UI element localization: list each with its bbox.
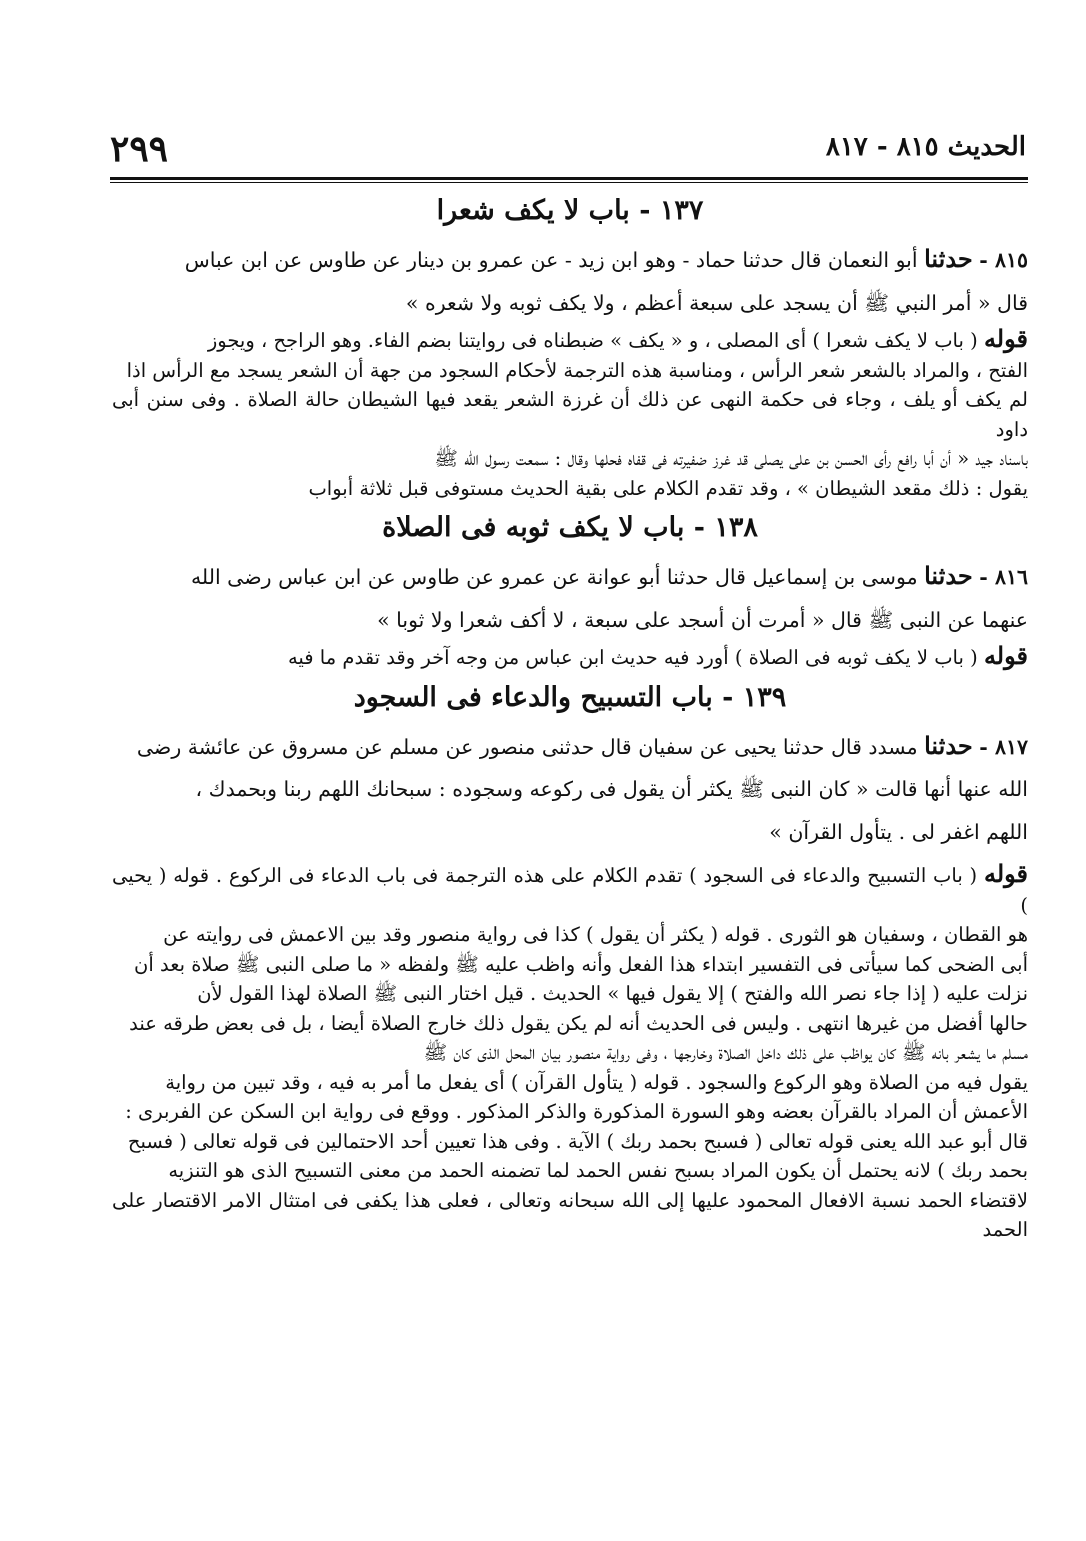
commentary-line: قال أبو عبد الله يعنى قوله تعالى ( فسبح بحمد ربك ) الآية . وفى هذا تعيين أحد الاحتمالين فى قوله تعالى ( فسبح	[127, 1129, 1028, 1153]
commentary-line: يقول فيه من الصلاة وهو الركوع والسجود . قوله ( يتأول القرآن ) أى يفعل ما أمر به فيه ، وقد تبين من رواية	[165, 1070, 1028, 1094]
chapter-title: ١٣٩ - باب التسبيح والدعاء فى السجود	[353, 681, 787, 713]
commentary-line: ( باب التسبيح والدعاء فى السجود ) تقدم الكلام على هذه الترجمة فى باب الدعاء فى الركوع . قوله ( يحيى )	[112, 864, 1028, 917]
commentary-line: لم يكف أو يلف ، وجاء فى حكمة النهى عن ذلك أن غرزة الشعر يقعد فيها الشيطان حالة الصلاة . وفى سنن أبى داود	[112, 388, 1028, 441]
commentary-line: الأعمش أن المراد بالقرآن بعضه وهو السورة المذكورة والذكر المذكور . ووقع فى رواية ابن السكن عن الفربرى :	[125, 1100, 1028, 1123]
hadith-line: قال « أمر النبي ﷺ أن يسجد على سبعة أعظم ، ولا يكف ثوبه ولا شعره »	[405, 290, 1028, 315]
commentary-keyword: قوله	[983, 641, 1028, 670]
commentary-line: يقول : ذلك مقعد الشيطان » ، وقد تقدم الكلام على بقية الحديث مستوفى قبل ثلاثة أبواب	[308, 476, 1028, 500]
commentary-line: الفتح ، والمراد بالشعر شعر الرأس ، ومناسبة هذه الترجمة لأحكام السجود من جهة أن الشعر يسجد مع الرأس اذا	[126, 358, 1028, 382]
commentary-keyword: قوله	[983, 859, 1029, 888]
hadith-line: أبو النعمان قال حدثنا حماد - وهو ابن زيد - عن عمرو بن دينار عن طاوس عن ابن عباس	[184, 248, 918, 272]
hadith-line: مسدد قال حدثنا يحيى عن سفيان قال حدثنى منصور عن مسلم عن مسروق عن عائشة رضى	[136, 734, 918, 759]
page-body	[112, 186, 1028, 1247]
hadith-number: ٨١٦ -	[979, 565, 1028, 589]
hadith-line: اللهم اغفر لى . يتأول القرآن »	[769, 819, 1028, 844]
hadith-keyword: حدثنا	[924, 730, 973, 760]
chapter-139	[112, 675, 1028, 1245]
hadith-keyword: حدثنا	[924, 561, 973, 590]
commentary-line: ( باب لا يكف ثوبه فى الصلاة ) أورد فيه حديث ابن عباس من وجه آخر وقد تقدم ما فيه	[287, 646, 978, 669]
commentary-line: أبى الضحى كما سيأتى فى التفسير ابتداء هذا الفعل وأنه واظب عليه ﷺ ولفظه « ما صلى النبى ﷺ صلاة بعد أن	[134, 952, 1028, 976]
commentary-line: نزلت عليه ( إذا جاء نصر الله والفتح ) إلا يقول فيها » الحديث . قيل اختار النبى ﷺ الصلاة لهذا القول لأن	[197, 982, 1028, 1005]
page-header	[110, 128, 1026, 178]
chapter-title: ١٣٧ - باب لا يكف شعرا	[436, 195, 704, 226]
hadith-text	[112, 725, 1028, 854]
commentary	[112, 859, 1028, 1245]
header-rule	[110, 177, 1028, 180]
hadith-text	[112, 238, 1028, 324]
chapter-title: ١٣٨ - باب لا يكف ثوبه فى الصلاة	[382, 512, 758, 543]
hadith-number: ٨١٧ -	[979, 734, 1028, 759]
hadith-range: الحديث ٨١٥ - ٨١٧	[825, 132, 1026, 162]
commentary-keyword: قوله	[983, 324, 1028, 353]
hadith-number: ٨١٥ -	[979, 248, 1028, 272]
commentary-line: هو القطان ، وسفيان هو الثورى . قوله ( يكثر أن يقول ) كذا فى رواية منصور وقد بين الاعمش فى روايته عن	[163, 923, 1028, 946]
commentary-line: حالها أفضل من غيرها انتهى . وليس فى الحديث أنه لم يكن يقول ذلك خارج الصلاة أيضا ، بل فى بعض طرقه عند	[129, 1011, 1028, 1035]
chapter-137	[112, 188, 1028, 503]
chapter-138	[112, 505, 1028, 673]
commentary-line: ( باب لا يكف شعرا ) أى المصلى ، و « يكف » ضبطناه فى روايتنا بضم الفاء. وهو الراجح ، ويجوز	[207, 329, 978, 352]
hadith-text	[112, 555, 1028, 641]
hadith-line: الله عنها أنها قالت « كان النبى ﷺ يكثر أن يقول فى ركوعه وسجوده : سبحانك اللهم ربنا وبحمدك ،	[195, 777, 1028, 801]
commentary-line: مسلم ما يشعر بانه ﷺ كان يواظب على ذلك داخل الصلاة وخارجها ، وفى رواية منصور بيان المحل الذى كان ﷺ	[423, 1041, 1028, 1064]
hadith-line: عنهما عن النبى ﷺ قال « أمرت أن أسجد على سبعة ، لا أكف شعرا ولا ثوبا »	[377, 607, 1028, 632]
commentary-line: باسناد جيد « أن أبا رافع رأى الحسن بن على يصلى قد غرز ضفيرته فى قفاه فحلها وقال : سمعت رسول الله ﷺ	[434, 447, 1028, 470]
hadith-keyword: حدثنا	[924, 244, 973, 273]
header-rule-thin	[110, 182, 1028, 183]
hadith-line: موسى بن إسماعيل قال حدثنا أبو عوانة عن عمرو عن طاوس عن ابن عباس رضى الله	[190, 565, 918, 589]
commentary-line: لاقتضاء الحمد نسبة الافعال المحمود عليها إلى الله سبحانه وتعالى ، فعلى هذا يكفى فى امتثال الامر الاقتصار على الحمد	[112, 1188, 1028, 1241]
commentary	[112, 641, 1028, 673]
page-number: ٢٩٩	[110, 128, 169, 170]
commentary	[112, 324, 1028, 503]
commentary-line: بحمد ربك ) لانه يحتمل أن يكون المراد بسبح نفس الحمد لما تضمنه الحمد من معنى التسبيح الذى هو التنزيه	[168, 1159, 1028, 1182]
